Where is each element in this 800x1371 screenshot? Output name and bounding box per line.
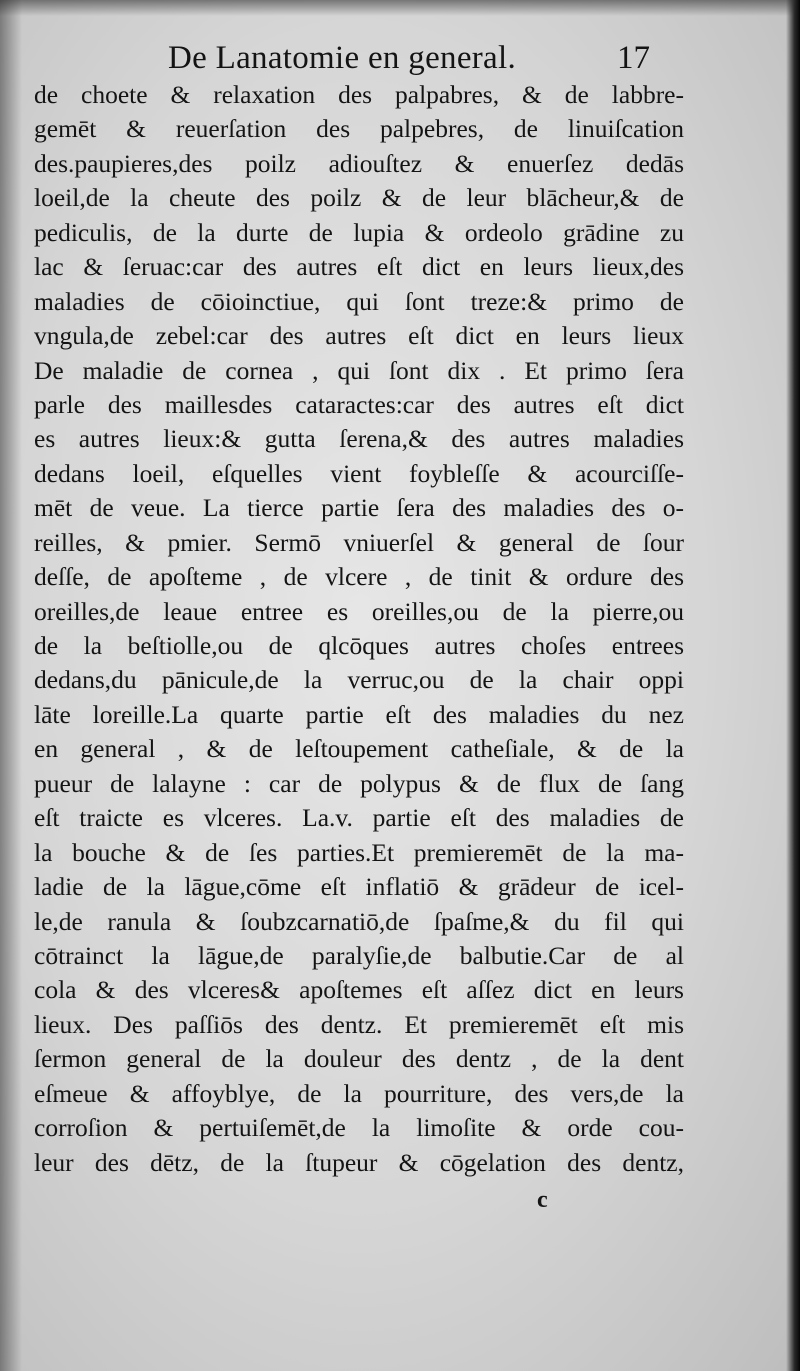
text-line: deſſe, de apoſteme , de vlcere , de tinit & ordure des	[34, 562, 684, 592]
text-line: en general , & de leſtoupement catheſiale, & de la	[34, 734, 684, 764]
text-line: loeil,de la cheute des poilz & de leur blācheur,& de	[34, 183, 684, 213]
text-line: corroſion & pertuiſemēt,de la limoſite & orde cou-	[34, 1113, 684, 1143]
text-line: cola & des vlceres& apoſtemes eſt aſſez dict en leurs	[34, 975, 684, 1005]
text-line: De maladie de cornea , qui ſont dix . Et primo ſera	[34, 355, 684, 385]
text-line: la bouche & de ſes parties.Et premieremēt de la ma-	[34, 837, 684, 867]
text-line: es autres lieux:& gutta ſerena,& des autres maladies	[34, 424, 684, 454]
text-line: reilles, & pmier. Sermō vniuerſel & general de ſour	[34, 527, 684, 557]
text-line: eſmeue & affoyblye, de la pourriture, des vers,de la	[34, 1078, 684, 1108]
text-line: cōtrainct la lāgue,de paralyſie,de balbutie.Car de al	[34, 940, 684, 970]
text-line: ſermon general de la douleur des dentz , de la dent	[34, 1044, 684, 1074]
text-line: dedans,du pānicule,de la verruc,ou de la chair oppi	[34, 665, 684, 695]
text-line: pediculis, de la durte de lupia & ordeolo grādine zu	[34, 217, 684, 247]
text-line: leur des dētz, de la ſtupeur & cōgelation des dentz,	[34, 1147, 684, 1177]
page-number: 17	[617, 40, 650, 76]
page-top-shadow	[0, 0, 800, 16]
text-line: mēt de veue. La tierce partie ſera des maladies des o-	[34, 493, 684, 523]
text-line: pueur de lalayne : car de polypus & de flux de ſang	[34, 768, 684, 798]
text-line: lāte loreille.La quarte partie eſt des maladies du nez	[34, 699, 684, 729]
text-line: oreilles,de leaue entree es oreilles,ou de la pierre,ou	[34, 596, 684, 626]
text-line: lieux. Des paſſiōs des dentz. Et premieremēt eſt mis	[34, 1009, 684, 1039]
body-text	[34, 78, 684, 1180]
text-line: gemēt & reuerſation des palpebres, de linuiſcation	[34, 114, 684, 144]
text-line: des.paupieres,des poilz adiouſtez & enuerſez dedās	[34, 148, 684, 178]
text-line: eſt traicte es vlceres. La.v. partie eſt des maladies de	[34, 803, 684, 833]
text-line: ladie de la lāgue,cōme eſt inflatiō & grādeur de icel-	[34, 872, 684, 902]
page-gutter-shadow	[0, 0, 22, 1371]
running-head: De Lanatomie en general.	[168, 40, 517, 76]
text-line: le,de ranula & ſoubzcarnatiō,de ſpaſme,& du fil qui	[34, 906, 684, 936]
text-line: maladies de cōioinctiue, qui ſont treze:& primo de	[34, 286, 684, 316]
text-line: de choete & relaxation des palpabres, & de labbre-	[34, 80, 684, 109]
text-line: parle des maillesdes cataractes:car des autres eſt dict	[34, 389, 684, 419]
page-edge-shadow	[786, 0, 800, 1371]
text-line: lac & ſeruac:car des autres eſt dict en leurs lieux,des	[34, 252, 684, 282]
text-line: dedans loeil, eſquelles vient foybleſſe & acourciſſe-	[34, 458, 684, 488]
text-line: de la beſtiolle,ou de qlcōques autres choſes entrees	[34, 631, 684, 660]
catchword: c	[537, 1187, 548, 1213]
text-line: vngula,de zebel:car des autres eſt dict en leurs lieux	[34, 321, 684, 351]
